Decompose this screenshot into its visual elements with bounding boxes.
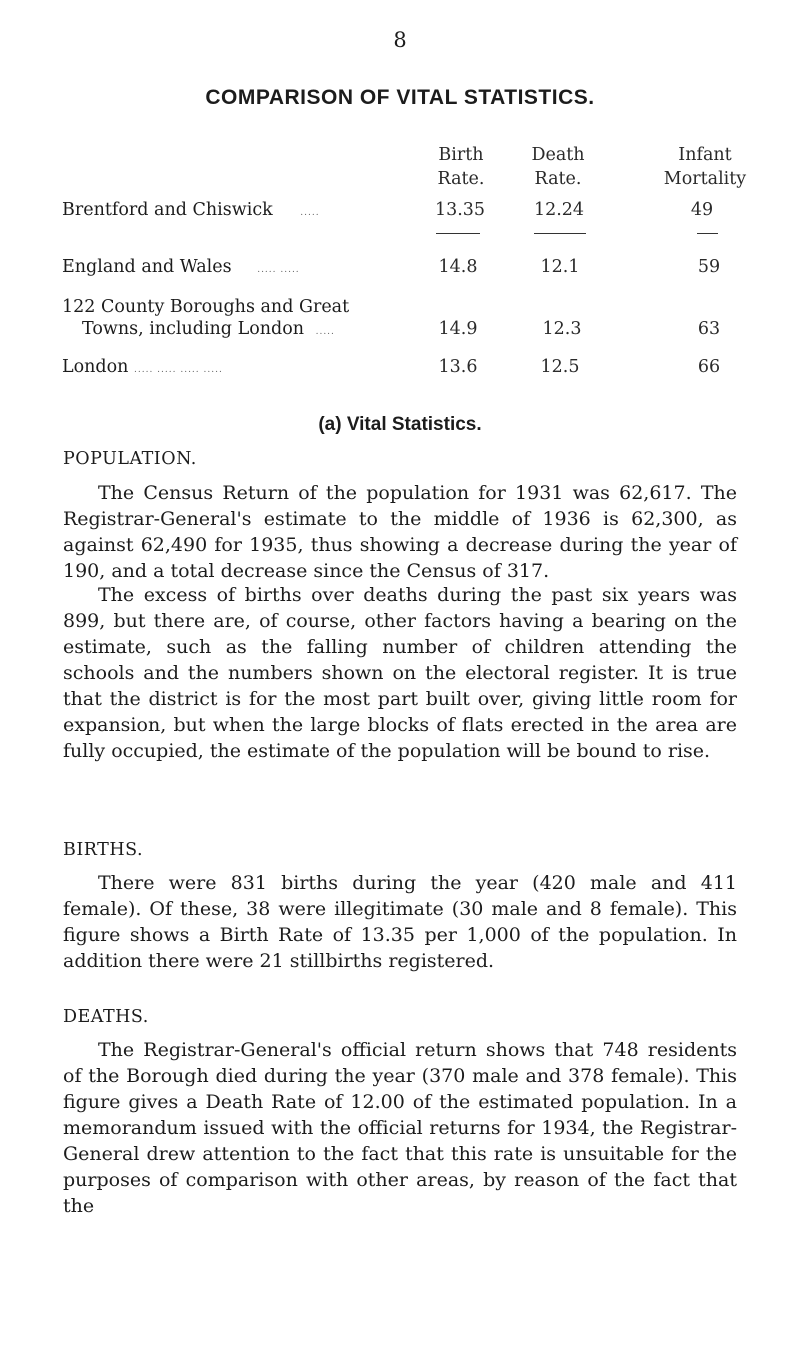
dot-leaders: ..... bbox=[315, 327, 335, 337]
table-cell: 14.8 bbox=[438, 257, 478, 277]
table-cell: 13.35 bbox=[434, 200, 486, 220]
column-header-infant-mortality: Infant Mortality bbox=[663, 145, 747, 189]
column-header-death-rate: Death Rate. bbox=[531, 145, 585, 189]
page-number: 8 bbox=[393, 28, 407, 52]
table-cell: 13.6 bbox=[438, 357, 478, 377]
table-rule bbox=[697, 233, 718, 234]
births-paragraph: There were 831 births during the year (420 male and 411 female). Of these, 38 were illegitimate (30 male and 8 female). This figure shows a Birth Rate of 13.35 per 1,000 of the population. In addition there were 21 stillbirths registered. bbox=[63, 872, 737, 972]
table-row-label: London ..... ..... ..... ..... bbox=[62, 357, 223, 377]
table-cell: 12.24 bbox=[533, 200, 585, 220]
deaths-paragraph: The Registrar-General's official return shows that 748 residents of the Borough died during the year (370 male and 378 female). This figure gives a Death Rate of 12.00 of the estimated population. In a memorandum issued with the official returns for 1934, the Registrar-General drew attention to the fact that this rate is unsuitable for the purposes of comparison with other areas, by reason of the fact that the bbox=[63, 1039, 737, 1217]
table-cell: 12.1 bbox=[540, 257, 580, 277]
deaths-heading: DEATHS. bbox=[63, 1007, 149, 1027]
table-row-label: England and Wales ..... ..... bbox=[62, 257, 300, 277]
page-title: COMPARISON OF VITAL STATISTICS. bbox=[205, 86, 595, 109]
table-cell: 49 bbox=[690, 200, 714, 220]
table-row-label: 122 County Boroughs and Great Towns, including London ..... bbox=[62, 297, 350, 339]
table-cell: 59 bbox=[697, 257, 721, 277]
table-row-label: Brentford and Chiswick ..... bbox=[62, 200, 320, 220]
table-cell: 12.3 bbox=[542, 319, 582, 339]
population-heading: POPULATION. bbox=[63, 449, 197, 469]
population-paragraph: The Census Return of the population for 1931 was 62,617. The Registrar-General's estimate to the middle of 1936 is 62,300, as against 62,490 for 1935, thus showing a decrease during the year of 190, and a total decrease since the Census of 317. bbox=[63, 482, 737, 582]
dot-leaders: ..... bbox=[300, 208, 320, 218]
section-heading: (a) Vital Statistics. bbox=[318, 414, 482, 435]
dot-leaders: ..... ..... ..... ..... bbox=[134, 365, 223, 375]
births-heading: BIRTHS. bbox=[63, 840, 144, 860]
table-cell: 12.5 bbox=[540, 357, 580, 377]
table-rule bbox=[534, 233, 586, 234]
table-cell: 63 bbox=[697, 319, 721, 339]
population-paragraph: The excess of births over deaths during the past six years was 899, but there are, of course, other factors having a bearing on the estimate, such as the falling number of children attending the schools and the numbers shown on the electoral register. It is true that the district is for the most part built over, giving little room for expansion, but when the large blocks of flats erected in the area are fully occupied, the estimate of the population will be bound to rise. bbox=[63, 584, 737, 762]
table-cell: 66 bbox=[697, 357, 721, 377]
table-rule bbox=[436, 233, 480, 234]
dot-leaders: ..... ..... bbox=[257, 265, 300, 275]
table-cell: 14.9 bbox=[438, 319, 478, 339]
column-header-birth-rate: Birth Rate. bbox=[437, 145, 485, 189]
